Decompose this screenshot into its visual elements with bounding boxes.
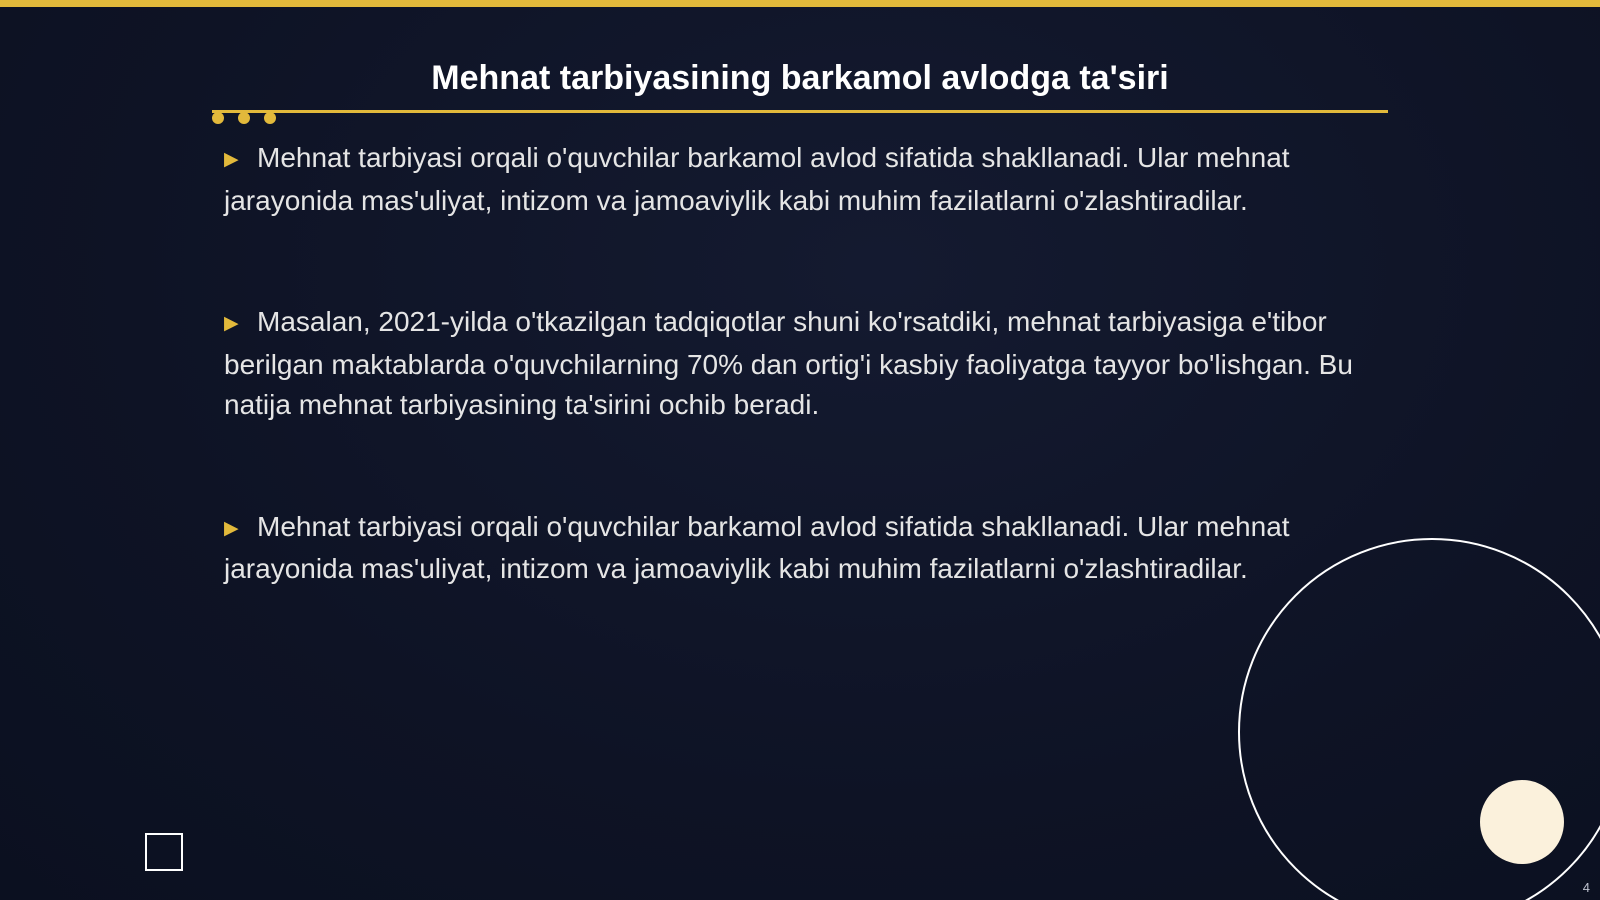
triangle-right-icon: ▶ xyxy=(224,313,239,334)
bullet-item xyxy=(224,138,1374,221)
dot-decoration xyxy=(264,112,276,124)
bullet-item xyxy=(224,302,1374,426)
bullet-text: Mehnat tarbiyasi orqali o'quvchilar barkamol avlod sifatida shakllanadi. Ular mehnat jarayonida mas'uliyat, intizom va jamoaviylik kabi muhim fazilatlarni o'zlashtiradilar. xyxy=(224,510,1290,584)
filled-circle-decoration xyxy=(1480,780,1564,864)
bullet-text: Masalan, 2021-yilda o'tkazilgan tadqiqotlar shuni ko'rsatdiki, mehnat tarbiyasiga e'tibor berilgan maktablarda o'quvchilarning 70% dan ortig'i kasbiy faoliyatga tayyor bo'lishgan. Bu natija mehnat tarbiyasining ta'sirini ochib beradi. xyxy=(224,306,1353,420)
title-underline xyxy=(212,110,1388,113)
top-accent-bar xyxy=(0,0,1600,7)
slide-title: Mehnat tarbiyasining barkamol avlodga ta'siri xyxy=(431,59,1169,97)
triangle-right-icon: ▶ xyxy=(224,517,239,539)
bullet-item xyxy=(224,507,1374,590)
page-number: 4 xyxy=(1582,880,1590,895)
dot-decoration xyxy=(238,112,250,124)
triangle-right-icon: ▶ xyxy=(224,149,239,170)
bullet-text: Mehnat tarbiyasi orqali o'quvchilar barkamol avlod sifatida shakllanadi. Ular mehnat jarayonida mas'uliyat, intizom va jamoaviylik kabi muhim fazilatlarni o'zlashtiradilar. xyxy=(224,142,1290,216)
bullet-list xyxy=(224,138,1374,590)
dot-decoration xyxy=(212,112,224,124)
square-outline-decoration xyxy=(145,833,183,871)
